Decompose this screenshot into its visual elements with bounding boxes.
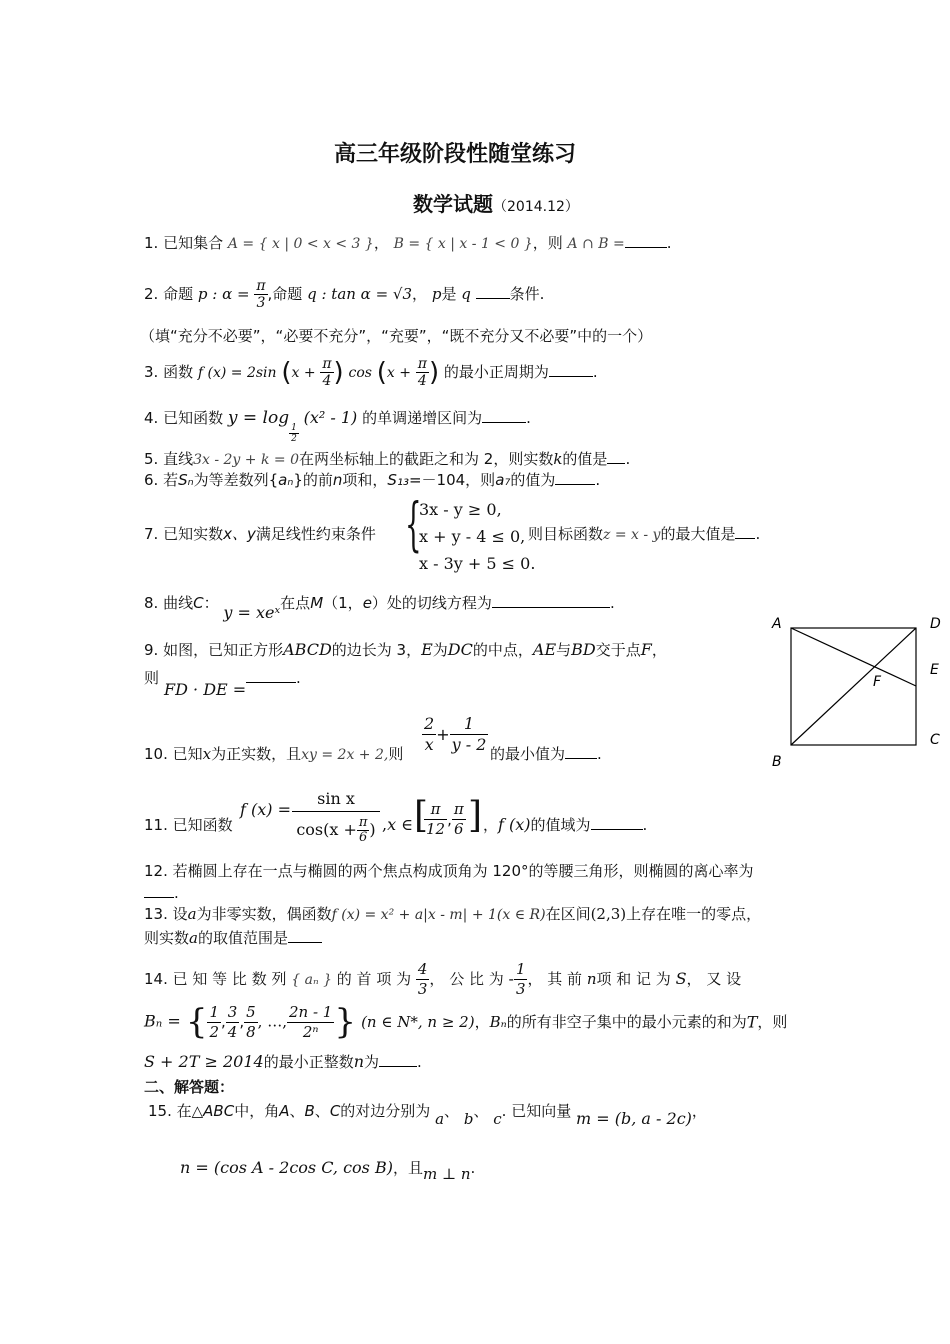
q5-text1: 5. 直线	[144, 450, 194, 468]
q10-cond: xy = 2x + 2,	[301, 747, 389, 763]
q14-lbrace: {	[185, 1002, 208, 1042]
q4-end: 的单调递增区间为	[362, 409, 483, 427]
q10-answer-blank	[565, 744, 597, 759]
q3-f2-num: π	[417, 356, 427, 372]
q13-text2: 为非零实数，偶函数	[196, 905, 332, 923]
q3-x2: x +	[386, 365, 411, 381]
q13-line2b: 的取值范围是	[197, 929, 288, 947]
q8-text1: 8. 曲线	[144, 594, 194, 612]
segment-bd	[791, 628, 916, 745]
question-3	[144, 356, 598, 389]
q2-label: 2. 命题	[144, 285, 194, 303]
q13-expr: f (x) = x² + a|x - m| + 1(x ∈ R)	[331, 907, 546, 923]
q5-expr: 3x - 2y + k = 0	[193, 452, 299, 468]
q5-dot: .	[625, 450, 631, 468]
q15-text3: 的对边分别为	[340, 1102, 431, 1120]
q10-plus: +	[436, 725, 450, 744]
q15-b: b	[463, 1110, 474, 1128]
q1-expr: A ∩ B =	[567, 236, 625, 252]
q14-f3-num: 5	[246, 1002, 256, 1021]
q7-constraint-1: 3x - y ≥ 0,	[419, 500, 502, 519]
q14-dot: .	[417, 1053, 422, 1071]
q9-text5: 与	[556, 641, 572, 659]
q8-m: M	[310, 594, 324, 612]
q14-neg: -	[508, 970, 514, 988]
q14-text5: 项 和 记 为	[596, 970, 671, 988]
q5-text2: 在两坐标轴上的截距之和为 2，则实数	[299, 450, 554, 468]
q3-f1-den: 4	[322, 373, 332, 389]
q7-answer-blank	[735, 524, 755, 539]
q5-k: k	[553, 450, 563, 468]
label-e: E	[930, 662, 939, 678]
q13-text3: 在区间	[545, 905, 591, 923]
q2-p: p : α =	[197, 285, 250, 303]
q9-text1: 9. 如图，已知正方形	[144, 641, 284, 659]
q14-dots: , …,	[257, 1012, 287, 1031]
q1-end: .	[666, 234, 672, 252]
question-1	[144, 233, 672, 254]
q14-text8: 的所有非空子集中的最小元素的和为	[506, 1013, 747, 1031]
q15-c-angle: C	[329, 1102, 341, 1120]
q14-text3: ， 公 比 为	[429, 970, 504, 988]
question-9	[144, 640, 667, 660]
q10-expression	[422, 714, 488, 755]
q11-hi-den: 6	[454, 820, 464, 838]
q10-x: x	[202, 745, 212, 763]
q11-f: f (x) =	[240, 800, 292, 819]
q15-text5: ，且	[392, 1159, 423, 1177]
q14-f2-num: 3	[227, 1002, 238, 1021]
q11-interval: $\frac{\pi}{12}$ , $\frac{\pi}{6}$	[426, 800, 464, 838]
question-11	[144, 815, 233, 835]
q8-e: e	[362, 594, 372, 612]
q11-dot: .	[642, 816, 648, 834]
q11-frac-hi	[452, 800, 466, 839]
q15-s1: 、	[444, 1102, 460, 1120]
q11-hi-num: π	[453, 800, 464, 818]
q15-dot: .	[470, 1159, 476, 1177]
q2-q: q : tan α = √3	[307, 285, 413, 303]
q8-text3: ）处的切线方程为	[371, 594, 492, 612]
q1-set-a: A = { x | 0 < x < 3 }	[227, 236, 374, 252]
q2-frac-num: π	[256, 278, 266, 294]
q6-dot: .	[595, 471, 601, 489]
q14-bn2: Bₙ	[489, 1013, 507, 1031]
q10-f2-den: y - 2	[451, 735, 487, 754]
q3-cos: cos	[348, 365, 372, 381]
q2-frac-den: 3	[256, 295, 266, 311]
q14-bn: Bₙ =	[144, 1011, 181, 1031]
q15-text2: 中，角	[234, 1102, 280, 1120]
q4-arg: (x² - 1)	[303, 408, 358, 427]
q11-answer-blank	[591, 815, 643, 830]
q7-tail	[528, 524, 760, 545]
q10-text1: 10. 已知	[144, 745, 203, 763]
q3-end: 的最小正周期为	[443, 363, 549, 381]
q11-lo-num: π	[424, 800, 447, 820]
q13-text4: 上存在唯一的零点，	[626, 905, 762, 923]
q7-text3: 则目标函数	[528, 525, 604, 543]
q10-text3: 则	[388, 745, 404, 763]
q11-text3: 的值域为	[530, 816, 591, 834]
q14-n2: n	[353, 1052, 365, 1071]
page-title: 高三年级阶段性随堂练习	[334, 142, 577, 167]
q14-ineq: S + 2T ≥ 2014	[144, 1052, 264, 1071]
q1-set-b: B = { x | x - 1 < 0 }	[393, 236, 533, 252]
q7-dot: .	[755, 525, 761, 543]
q9-expr: FD · DE =	[164, 680, 247, 699]
q15-a-angle: A	[279, 1102, 290, 1120]
q9-answer-blank	[246, 668, 296, 683]
q15-text1: 15. 在△	[148, 1102, 204, 1120]
q7-text4: 的最大值是	[660, 525, 736, 543]
q8-colon: ：	[203, 594, 219, 612]
q4-label: 4. 已知函数	[144, 409, 224, 427]
q10-f1-den: x	[424, 735, 434, 754]
q14-ratio-den: 3	[515, 980, 526, 998]
q15-comma: ，	[691, 1102, 707, 1120]
question-14	[144, 960, 741, 999]
q11-lo-den: 12	[426, 820, 446, 838]
q13-interval: (2,3)	[590, 905, 627, 923]
q14-text10: 的最小正整数	[263, 1053, 354, 1071]
q11-dfrac-num: π	[358, 815, 368, 830]
q9-text3: 为	[432, 641, 448, 659]
subtitle-text: 数学试题	[413, 192, 493, 216]
q15-sep2: 、	[314, 1102, 330, 1120]
q15-perp: m ⊥ n	[422, 1165, 471, 1183]
question-8	[144, 593, 615, 622]
q14-text1: 14. 已 知 等 比 数 列	[144, 970, 287, 988]
q9-text7: ，	[651, 641, 667, 659]
q14-f1-num: 1	[209, 1002, 220, 1021]
q15-c: c	[493, 1110, 502, 1128]
q2-mid: ,命题	[267, 285, 303, 303]
q7-z: z = x - y	[603, 527, 661, 543]
q2-comma: ，	[412, 285, 428, 303]
q1-sep: ，	[373, 234, 389, 252]
q10-frac1	[422, 714, 436, 755]
q15-n-vector: n = (cos A - 2cos C, cos B)	[180, 1158, 393, 1177]
section-heading: 二、解答题：	[144, 1078, 235, 1096]
q5-answer-blank	[607, 449, 625, 464]
q11-den-frac	[357, 816, 370, 845]
q15-b-angle: B	[304, 1102, 315, 1120]
q14-f1-den: 2	[209, 1022, 220, 1041]
q3-rparen2: )	[428, 357, 440, 388]
q15-a: a	[435, 1110, 445, 1128]
q11-dfrac-den: 6	[359, 830, 368, 845]
q4-answer-blank	[482, 408, 526, 423]
subtitle-date: （2014.12）	[493, 199, 579, 215]
q14-cond: (n ∈ N*, n ≥ 2)	[361, 1013, 475, 1031]
q14-f2-den: 4	[227, 1022, 238, 1041]
q9-dot: .	[296, 669, 301, 687]
q11-num: sin x	[292, 789, 380, 812]
q10-text2: 为正实数，且	[211, 745, 302, 763]
q3-expr: f (x) = 2sin	[197, 365, 277, 381]
q11-rp: )	[369, 820, 376, 839]
q11-fx: f (x)	[498, 815, 531, 834]
q8-text2: 在点	[280, 594, 311, 612]
q4-base-num: 1	[291, 423, 297, 433]
question-10	[144, 744, 403, 765]
q6-text4: 项和，	[342, 471, 388, 489]
q13-line2a: 则实数	[144, 929, 190, 947]
q12-answer-blank	[144, 883, 174, 898]
q9-dc: DC	[447, 640, 473, 659]
q11-lbracket: [	[414, 795, 429, 836]
q7-brace: {	[405, 490, 422, 558]
q3-f1-num: π	[322, 356, 332, 372]
q7-text1: 7. 已知实数	[144, 525, 224, 543]
q3-label: 3. 函数	[144, 363, 194, 381]
q10-f2-num: 1	[450, 714, 489, 735]
q2-q2: q	[461, 285, 471, 303]
q6-text3: }的前	[293, 471, 333, 489]
q9-line2-text: 则	[144, 669, 160, 687]
q6-text1: 6. 若	[144, 471, 179, 489]
q4-base	[289, 423, 299, 444]
question-13	[144, 904, 761, 925]
question-12: 12. 若椭圆上存在一点与椭圆的两个焦点构成顶角为 120°的等腰三角形，则椭圆的离心率为	[144, 862, 754, 880]
q11-domain	[382, 815, 413, 834]
q10-text4: 的最小值为	[490, 745, 566, 763]
q2-end: 条件.	[509, 285, 545, 303]
q14-answer-blank	[379, 1052, 417, 1067]
q9-text4: 的中点，	[472, 641, 533, 659]
q7-constraints	[419, 496, 535, 577]
q14-ratio-num: 1	[515, 960, 526, 978]
q3-dot: .	[592, 363, 598, 381]
q8-c: C	[193, 594, 204, 612]
q14-text9: ，则	[757, 1013, 788, 1031]
q11-dom: x ∈	[387, 815, 414, 834]
q14-text2: 的 首 项 为	[336, 970, 412, 988]
q2-is: 是	[441, 285, 457, 303]
q13-answer-blank	[288, 928, 322, 943]
q14-rbrace: }	[334, 1002, 356, 1042]
q13-a: a	[187, 905, 197, 923]
q15-sep1: 、	[289, 1102, 305, 1120]
q9-text2: 的边长为 3，	[331, 641, 422, 659]
q15-line2	[180, 1158, 476, 1183]
q3-f2-den: 4	[417, 373, 427, 389]
q9-bd: BD	[571, 640, 596, 659]
q14-first-num: 4	[417, 960, 428, 978]
q6-an: aₙ	[278, 471, 294, 489]
q10-dot: .	[597, 745, 602, 763]
q9-e: E	[421, 640, 433, 659]
q9-text6: 交于点	[595, 641, 641, 659]
question-5	[144, 449, 630, 470]
q14-set-line: Bₙ = { $\frac{1}{2}$ , $\frac{3}{4}$ , $\frac{5}{8}$ , …, $\frac{2n - 1}{\text{2ⁿ}}$ } (n ∈ N*, n ≥ 2)，Bₙ的所有非空子集中的最小元素的和为T，则	[144, 1002, 788, 1042]
q14-f3	[244, 1003, 258, 1042]
q3-rparen: )	[333, 357, 344, 388]
q14-f4-den: 2ⁿ	[302, 1022, 319, 1041]
q6-a7: a₇	[495, 471, 511, 489]
q3-frac1	[320, 356, 333, 389]
label-d: D	[930, 616, 941, 632]
q1-answer-blank	[625, 233, 667, 248]
label-b: B	[772, 754, 782, 770]
q14-frac-ratio	[514, 960, 528, 999]
q11-tail	[483, 815, 647, 835]
q14-f2	[226, 1003, 240, 1042]
q11-den-text: cos(x +	[296, 820, 357, 839]
q4-base-den: 2	[291, 434, 297, 444]
q2-answer-blank	[476, 284, 510, 299]
q7-xy: x、y	[223, 525, 256, 543]
q7-constraint-3: x - 3y + 5 ≤ 0.	[419, 554, 536, 573]
q5-text3: 的值是	[562, 450, 608, 468]
q14-f4-num: 2n - 1	[288, 1002, 333, 1021]
q14-text7: ，	[474, 1013, 490, 1031]
q13-text1: 13. 设	[144, 905, 188, 923]
q15-m-vector: m = (b, a - 2c)	[575, 1109, 692, 1128]
q6-answer-blank	[555, 470, 595, 485]
q4-expr: y = log	[227, 408, 290, 428]
q15-text4: . 已知向量	[501, 1102, 572, 1120]
q14-n: n	[586, 970, 597, 988]
question-4	[144, 408, 531, 444]
q11-rbracket: ]	[468, 795, 483, 836]
q2-note: （填“充分不必要”，“必要不充分”，“充要”，“既不充分又不必要”中的一个）	[140, 327, 653, 345]
q10-f1-num: 2	[424, 714, 435, 733]
q2-p2: p	[431, 285, 442, 303]
q9-line2	[144, 668, 159, 688]
q3-frac2	[416, 356, 429, 389]
q14-first-den: 3	[417, 980, 428, 998]
q6-text2: 为等差数列{	[193, 471, 279, 489]
q13-line2	[144, 928, 322, 948]
label-a: A	[772, 616, 782, 632]
q6-sn: Sₙ	[178, 471, 194, 489]
q3-answer-blank	[549, 362, 593, 377]
q6-s13: S₁₃	[387, 471, 409, 489]
q3-lparen: (	[281, 357, 292, 388]
q6-text5: =－104，则	[408, 471, 496, 489]
q11-text2: ，	[483, 816, 499, 834]
q3-lparen2: (	[376, 357, 387, 388]
q9-abcd: ABCD	[283, 640, 332, 659]
q12-dot: .	[174, 884, 179, 902]
q13-a2: a	[189, 929, 198, 947]
q11-den	[292, 812, 380, 845]
square-figure	[765, 612, 945, 772]
q6-text6: 的值为	[510, 471, 556, 489]
q1-then: ，则	[532, 234, 563, 252]
q4-dot: .	[526, 409, 531, 427]
q8-dot: .	[609, 594, 615, 612]
q15-s2: 、	[473, 1102, 489, 1120]
q14-frac-first	[416, 960, 430, 999]
q14-line3	[144, 1052, 422, 1072]
q6-n: n	[332, 471, 343, 489]
q3-x1: x +	[291, 365, 316, 381]
q11-frac-lo	[424, 800, 447, 839]
question-6	[144, 470, 600, 490]
q14-text4: ， 其 前	[527, 970, 583, 988]
q10-tail	[490, 744, 602, 764]
q2-fraction	[254, 278, 267, 311]
question-2	[144, 278, 544, 311]
q9-ae: AE	[532, 640, 557, 659]
label-c: C	[930, 732, 940, 748]
q14-t: T	[746, 1012, 758, 1032]
q14-f4	[287, 1003, 334, 1042]
q7-constraint-2: x + y - 4 ≤ 0,	[419, 527, 526, 546]
q7-text2: 满足线性约束条件	[255, 525, 376, 543]
q14-f3-den: 8	[246, 1022, 256, 1041]
q8-answer-blank	[492, 593, 610, 608]
q14-s: S	[675, 969, 687, 988]
question-7	[144, 524, 376, 544]
q11-comma: ,	[382, 815, 388, 834]
q14-text11: 为	[364, 1053, 380, 1071]
page-subtitle	[413, 188, 579, 217]
q10-frac2	[450, 714, 489, 755]
q14-text6: ， 又 设	[686, 970, 742, 988]
q14-an: { aₙ }	[291, 972, 332, 988]
q15-abc: ABC	[203, 1102, 235, 1120]
q12-line2	[144, 883, 179, 903]
q8-expr: y = xeˣ	[223, 603, 281, 622]
q14-f1	[207, 1003, 221, 1042]
q11-fraction	[292, 789, 380, 845]
q9-f: F	[640, 640, 652, 659]
q9-blank-wrap	[246, 668, 301, 688]
q11-text1: 11. 已知函数	[144, 816, 233, 834]
segment-ae	[791, 628, 916, 686]
question-15	[148, 1101, 707, 1128]
q8-pt: （1，	[323, 594, 363, 612]
q1-label: 1. 已知集合	[144, 234, 224, 252]
label-f: F	[873, 674, 882, 690]
